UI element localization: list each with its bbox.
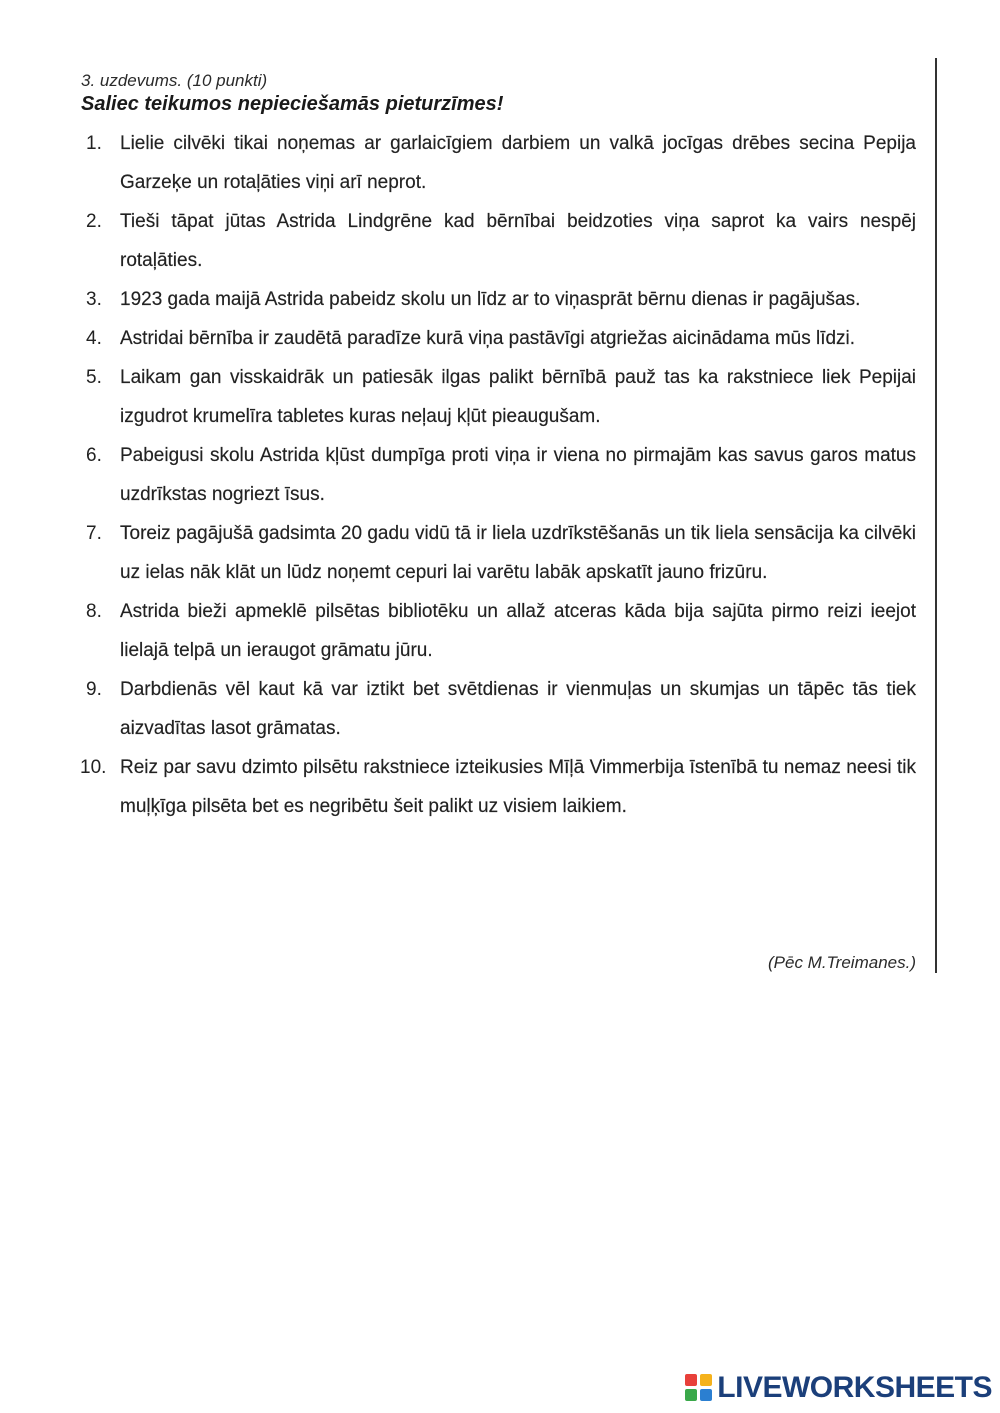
item-number: 8.	[86, 601, 102, 622]
exercise-item-9	[80, 670, 916, 748]
item-text: Darbdienās vēl kaut kā var iztikt bet svētdienas ir vienmuļas un skumjas un tāpēc tās tiek aizvadītas lasot grāmatas.	[120, 679, 916, 739]
item-text: 1923 gada maijā Astrida pabeidz skolu un līdz ar to viņasprāt bērnu dienas ir pagājušas.	[120, 289, 861, 310]
exercise-list	[80, 124, 916, 826]
exercise-item-4	[80, 319, 916, 358]
item-text: Lielie cilvēki tikai noņemas ar garlaicīgiem darbiem un valkā jocīgas drēbes secina Pepija Garzeķe un rotaļāties viņi arī neprot.	[120, 133, 916, 193]
exercise-item-10	[80, 748, 916, 826]
source-citation: (Pēc M.Treimanes.)	[768, 953, 916, 972]
exercise-item-5	[80, 358, 916, 436]
item-number: 10.	[80, 757, 107, 778]
item-text: Astridai bērnība ir zaudētā paradīze kurā viņa pastāvīgi atgriežas aicinādama mūs līdzi.	[120, 328, 856, 349]
exercise-item-7	[80, 514, 916, 592]
item-number: 9.	[86, 679, 102, 700]
item-text: Pabeigusi skolu Astrida kļūst dumpīga proti viņa ir viena no pirmajām kas savus garos matus uzdrīkstas nogriezt īsus.	[120, 445, 916, 505]
liveworksheets-logo-icon	[685, 1374, 713, 1402]
liveworksheets-watermark[interactable]	[685, 1371, 992, 1405]
item-number: 6.	[86, 445, 102, 466]
item-number: 4.	[86, 328, 102, 349]
item-text: Reiz par savu dzimto pilsētu rakstniece izteikusies Mīļā Vimmerbija īstenībā tu nemaz neesi tik muļķīga pilsēta bet es negribētu šeit palikt uz visiem laikiem.	[120, 757, 916, 817]
task-title: Saliec teikumos nepieciešamās pieturzīmes!	[81, 93, 504, 115]
item-text: Toreiz pagājušā gadsimta 20 gadu vidū tā ir liela uzdrīkstēšanās un tik liela sensācija ka cilvēki uz ielas nāk klāt un lūdz noņemt cepuri lai varētu labāk apskatīt jauno frizūru.	[120, 523, 916, 583]
item-text: Tieši tāpat jūtas Astrida Lindgrēne kad bērnībai beidzoties viņa saprot ka vairs nespēj rotaļāties.	[120, 211, 916, 271]
item-number: 7.	[86, 523, 102, 544]
exercise-item-2	[80, 202, 916, 280]
item-number: 3.	[86, 289, 102, 310]
exercise-item-3	[80, 280, 916, 319]
right-margin-rule	[935, 58, 937, 973]
watermark-text: LIVEWORKSHEETS	[717, 1371, 992, 1404]
exercise-item-1	[80, 124, 916, 202]
task-number: 3. uzdevums. (10 punkti)	[81, 71, 268, 90]
item-text: Astrida bieži apmeklē pilsētas bibliotēku un allaž atceras kāda bija sajūta pirmo reizi ieejot lielajā telpā un ieraugot grāmatu jūru.	[120, 601, 916, 661]
exercise-item-8	[80, 592, 916, 670]
exercise-item-6	[80, 436, 916, 514]
item-number: 1.	[86, 133, 102, 154]
item-number: 5.	[86, 367, 102, 388]
item-number: 2.	[86, 211, 102, 232]
item-text: Laikam gan visskaidrāk un patiesāk ilgas palikt bērnībā pauž tas ka rakstniece liek Pepijai izgudrot krumelīra tabletes kuras neļauj kļūt pieaugušam.	[120, 367, 916, 427]
